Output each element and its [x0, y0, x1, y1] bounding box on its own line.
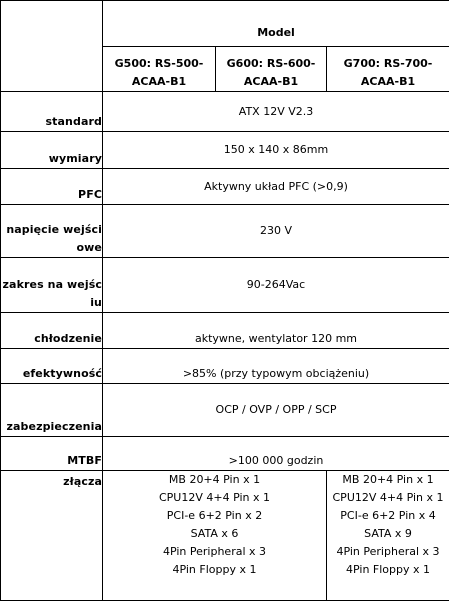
label-zabezpieczenia: zabezpieczenia — [1, 384, 103, 437]
model-g700: G700: RS-700-ACAA-B1 — [327, 47, 449, 92]
label-zlacza: złącza — [1, 471, 103, 601]
row-efektywnosc — [1, 349, 449, 384]
label-chlodzenie: chłodzenie — [1, 313, 103, 349]
connectors-g700 — [327, 471, 449, 601]
model-g500: G500: RS-500-ACAA-B1 — [103, 47, 216, 92]
list-item: CPU12V 4+4 Pin x 1 — [103, 489, 326, 507]
row-napiecie — [1, 205, 449, 258]
value-efektywnosc: >85% (przy typowym obciążeniu) — [103, 349, 449, 384]
label-zakres: zakres na wejściu — [1, 258, 103, 313]
list-item: 4Pin Peripheral x 3 — [327, 543, 449, 561]
row-chlodzenie — [1, 313, 449, 349]
value-chlodzenie: aktywne, wentylator 120 mm — [103, 313, 449, 349]
value-mtbf: >100 000 godzin — [103, 437, 449, 471]
value-zabezpieczenia: OCP / OVP / OPP / SCP — [103, 384, 449, 437]
value-pfc: Aktywny układ PFC (>0,9) — [103, 169, 449, 205]
list-item: CPU12V 4+4 Pin x 1 — [327, 489, 449, 507]
row-wymiary — [1, 132, 449, 169]
label-mtbf: MTBF — [1, 437, 103, 471]
list-item: MB 20+4 Pin x 1 — [327, 471, 449, 489]
model-g600: G600: RS-600-ACAA-B1 — [216, 47, 327, 92]
list-item: MB 20+4 Pin x 1 — [103, 471, 326, 489]
row-zlacza — [1, 471, 449, 601]
list-item: 4Pin Floppy x 1 — [327, 561, 449, 579]
label-wymiary: wymiary — [1, 132, 103, 169]
label-efektywnosc: efektywność — [1, 349, 103, 384]
row-standard — [1, 92, 449, 132]
model-header: Model — [103, 1, 449, 47]
label-pfc: PFC — [1, 169, 103, 205]
header-row — [1, 1, 449, 47]
list-item: 4Pin Floppy x 1 — [103, 561, 326, 579]
row-zabezpieczenia — [1, 384, 449, 437]
list-item: 4Pin Peripheral x 3 — [103, 543, 326, 561]
row-mtbf — [1, 437, 449, 471]
list-item: SATA x 9 — [327, 525, 449, 543]
value-standard: ATX 12V V2.3 — [103, 92, 449, 132]
list-item: PCI-e 6+2 Pin x 2 — [103, 507, 326, 525]
row-pfc — [1, 169, 449, 205]
label-standard: standard — [1, 92, 103, 132]
list-item: SATA x 6 — [103, 525, 326, 543]
row-zakres — [1, 258, 449, 313]
label-napiecie: napięcie wejściowe — [1, 205, 103, 258]
connectors-g500-g600 — [103, 471, 327, 601]
corner-cell — [1, 1, 103, 92]
list-item: PCI-e 6+2 Pin x 4 — [327, 507, 449, 525]
value-napiecie: 230 V — [103, 205, 449, 258]
value-zakres: 90-264Vac — [103, 258, 449, 313]
value-wymiary: 150 x 140 x 86mm — [103, 132, 449, 169]
